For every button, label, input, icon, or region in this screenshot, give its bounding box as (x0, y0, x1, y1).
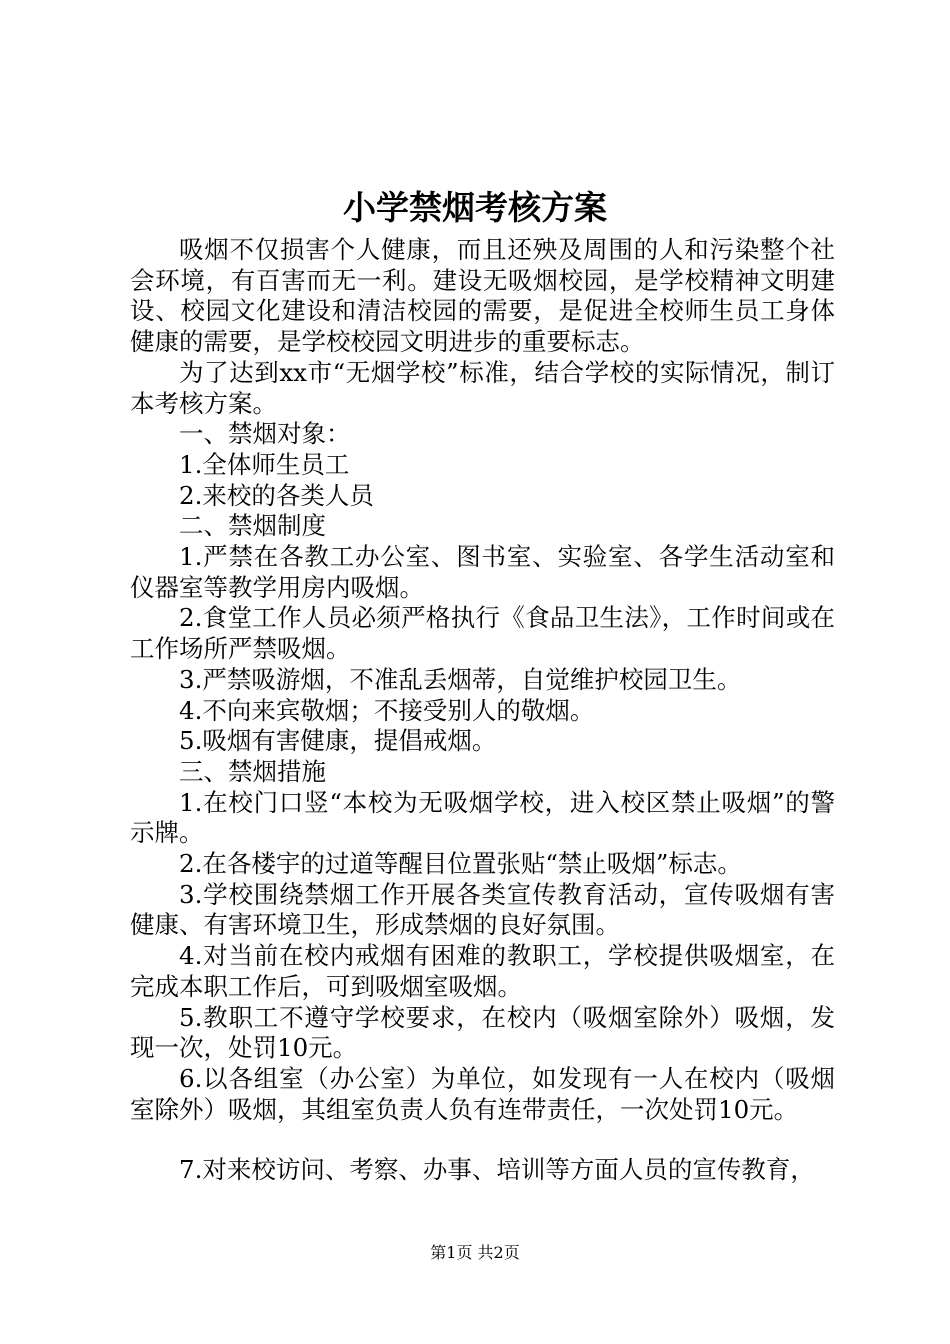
list-item: 4.对当前在校内戒烟有困难的教职工，学校提供吸烟室，在完成本职工作后，可到吸烟室吸烟。 (130, 941, 835, 1001)
page-footer: 第1页 共2页 (430, 1243, 520, 1262)
document-body (130, 235, 835, 1186)
list-item: 1.严禁在各教工办公室、图书室、实验室、各学生活动室和仪器室等教学用房内吸烟。 (130, 542, 835, 602)
section-heading: 二、禁烟制度 (179, 511, 326, 541)
document-title: 小学禁烟考核方案 (343, 188, 607, 227)
paragraph: 为了达到xx市“无烟学校”标准，结合学校的实际情况，制订本考核方案。 (130, 357, 835, 418)
list-item: 2.食堂工作人员必须严格执行《食品卫生法》，工作时间或在工作场所严禁吸烟。 (130, 603, 835, 664)
list-item: 1.在校门口竖“本校为无吸烟学校，进入校区禁止吸烟”的警示牌。 (130, 787, 835, 848)
paragraph-spacer (130, 1125, 835, 1155)
list-item: 5.教职工不遵守学校要求，在校内（吸烟室除外）吸烟，发现一次，处罚10元。 (130, 1002, 835, 1063)
section-heading: 三、禁烟措施 (179, 756, 326, 786)
list-item: 4.不向来宾敬烟；不接受别人的敬烟。 (179, 695, 595, 725)
list-item: 5.吸烟有害健康，提倡戒烟。 (179, 726, 497, 756)
paragraph: 吸烟不仅损害个人健康，而且还殃及周围的人和污染整个社会环境，有百害而无一利。建设无吸烟校园，是学校精神文明建设、校园文化建设和清洁校园的需要，是促进全校师生员工身体健康的需要，是学校校园文明进步的重要标志。 (130, 235, 835, 357)
list-item: 3.学校围绕禁烟工作开展各类宣传教育活动，宣传吸烟有害健康、有害环境卫生，形成禁烟的良好氛围。 (130, 879, 835, 940)
list-item: 6.以各组室（办公室）为单位，如发现有一人在校内（吸烟室除外）吸烟，其组室负责人负有连带责任，一次处罚10元。 (130, 1063, 835, 1124)
list-item: 3.严禁吸游烟，不准乱丢烟蒂，自觉维护校园卫生。 (179, 664, 742, 694)
list-item: 2.来校的各类人员 (179, 480, 374, 510)
list-item: 1.全体师生员工 (179, 449, 350, 479)
list-item: 7.对来校访问、考察、办事、培训等方面人员的宣传教育， (179, 1155, 815, 1185)
section-heading: 一、禁烟对象： (179, 419, 351, 449)
list-item: 2.在各楼宇的过道等醒目位置张贴“禁止吸烟”标志。 (179, 849, 742, 879)
